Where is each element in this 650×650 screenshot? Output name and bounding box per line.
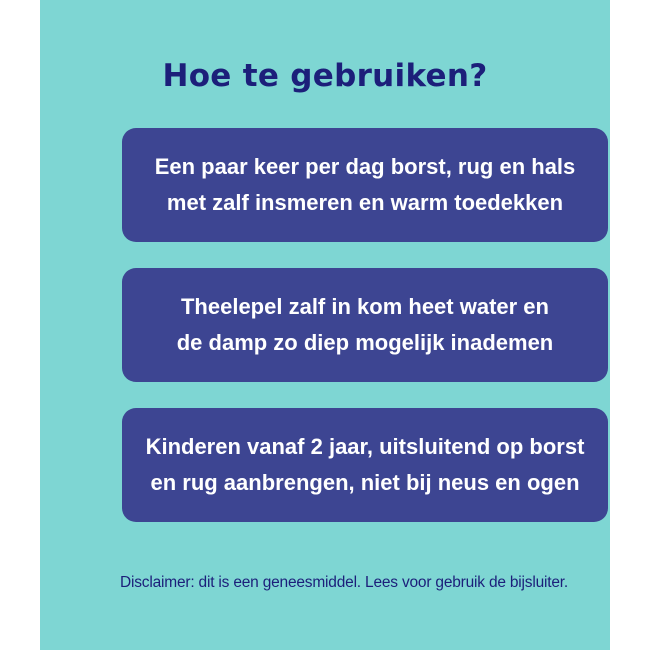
instruction-text: Een paar keer per dag borst, rug en hals met zalf insmeren en warm toedekken: [154, 154, 576, 215]
instruction-card-inhale: [122, 268, 608, 382]
instruction-card-children: [122, 408, 608, 522]
page-title: Hoe te gebruiken?: [162, 58, 488, 94]
instruction-card-apply: [122, 128, 608, 242]
instruction-text: Theelepel zalf in kom heet water en de damp zo diep mogelijk inademen: [176, 294, 554, 355]
instruction-text: Kinderen vanaf 2 jaar, uitsluitend op borst en rug aanbrengen, niet bij neus en ogen: [145, 434, 585, 495]
disclaimer-text: Disclaimer: dit is een geneesmiddel. Lees voor gebruik de bijsluiter.: [120, 574, 568, 591]
